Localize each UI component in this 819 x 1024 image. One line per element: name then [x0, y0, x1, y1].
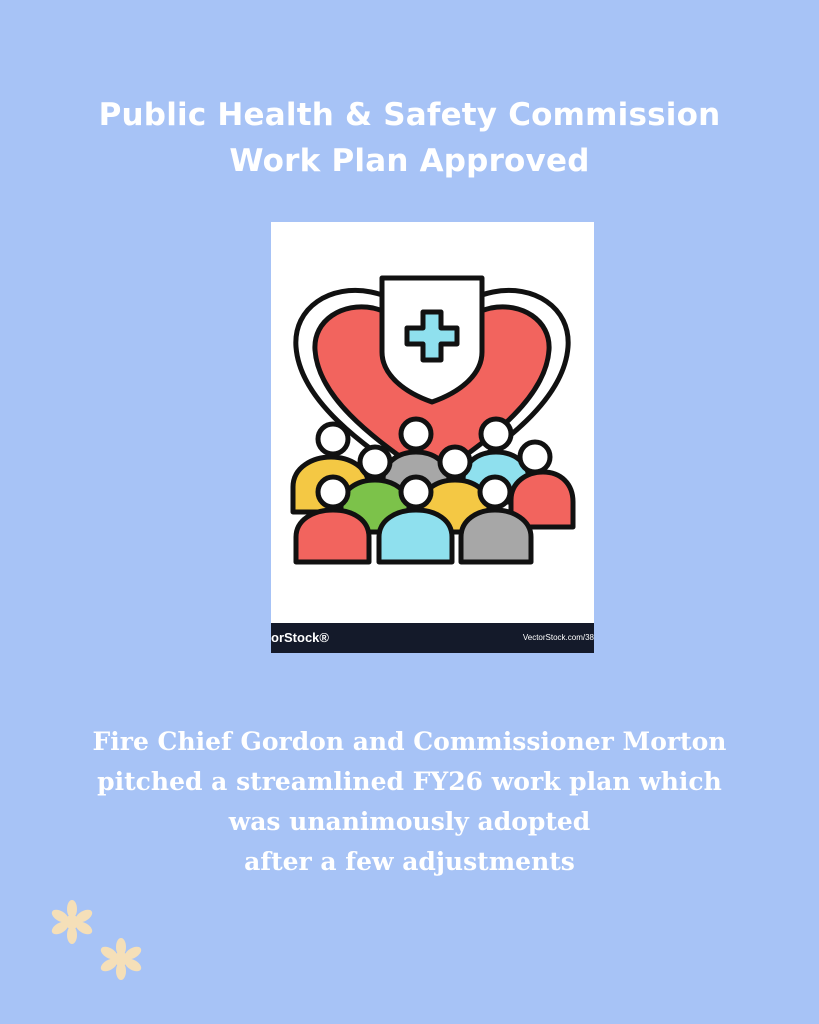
title-line-2: Work Plan Approved — [229, 143, 590, 179]
asterisk-icon — [96, 938, 146, 980]
caption-line-4: after a few adjustments — [244, 847, 575, 876]
caption-line-2: pitched a streamlined FY26 work plan which — [97, 767, 722, 796]
watermark-logo-text: orStock® — [271, 630, 329, 645]
title-line-1: Public Health & Safety Commission — [98, 97, 721, 133]
page-title — [0, 92, 819, 184]
asterisk-icon — [46, 900, 98, 944]
watermark-bar — [271, 623, 594, 653]
caption-line-3: was unanimously adopted — [228, 807, 591, 836]
caption — [0, 722, 819, 882]
caption-line-1: Fire Chief Gordon and Commissioner Morton — [92, 727, 727, 756]
heart-shield-crowd-icon — [271, 262, 594, 582]
health-safety-illustration — [271, 222, 594, 653]
watermark-url: VectorStock.com/38 — [522, 633, 594, 642]
